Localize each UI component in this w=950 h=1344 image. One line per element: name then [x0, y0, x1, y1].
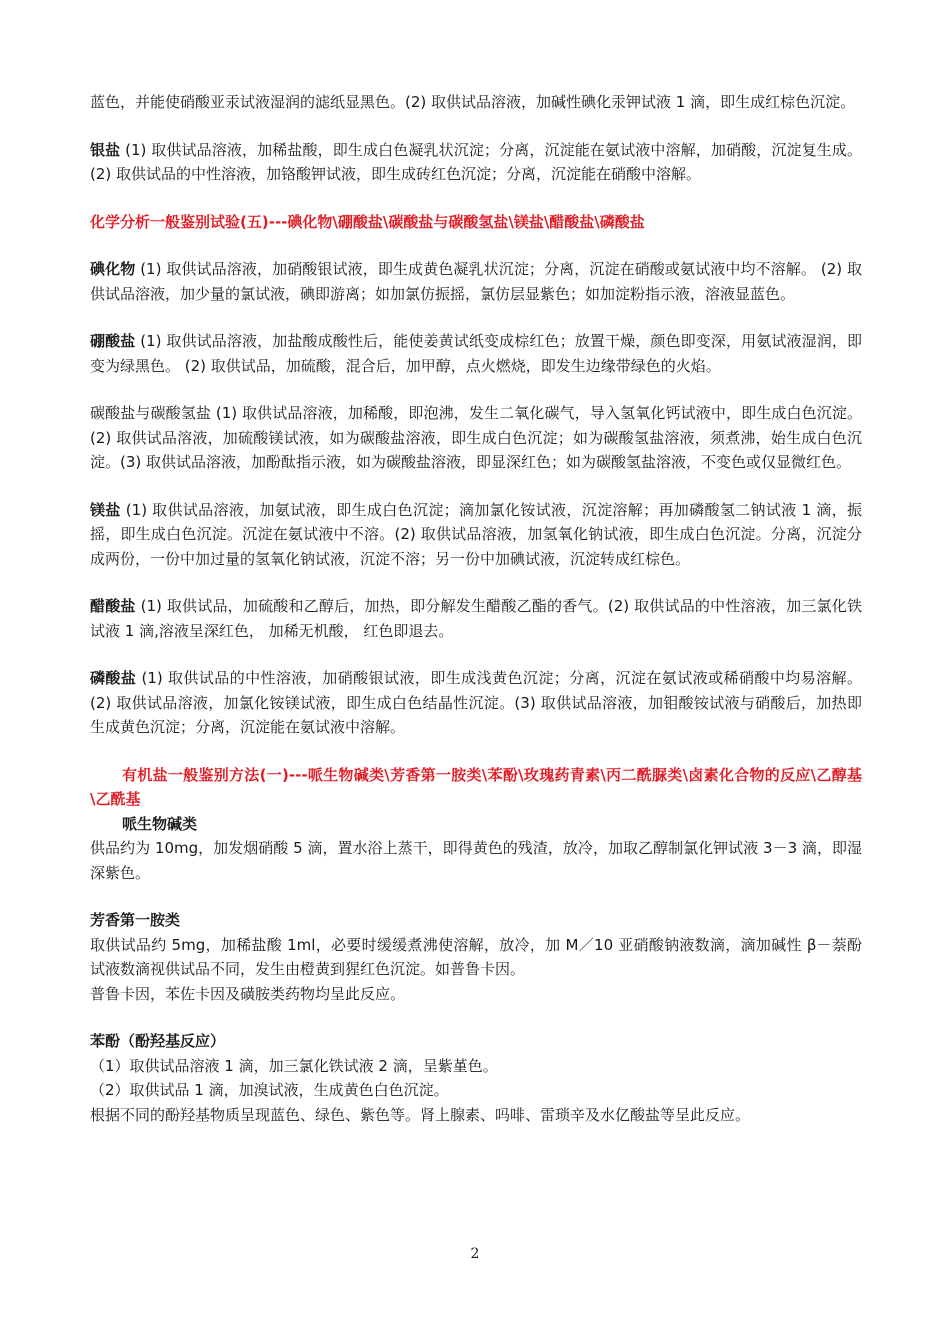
phenol-step-1: （1）取供试品溶液 1 滴，加三氯化铁试液 2 滴，呈紫堇色。 [90, 1056, 498, 1075]
label-iodide: 碘化物 [90, 260, 136, 278]
phenol-step-2: （2）取供试品 1 滴，加溴试液，生成黄色白色沉淀。 [90, 1081, 449, 1099]
paragraph-text: 碳酸盐与碳酸氢盐 (1) 取供试品溶液，加稀酸，即泡沸，发生二氧化碳气，导入氢氧化钙试液中，即生成白色沉淀。(2) 取供试品溶液，加硫酸镁试液，如为碳酸盐溶液，即生成白色沉淀；如为碳酸氢盐溶液，须煮沸，始生成白色沉淀。(3) 取供试品溶液，加酚酞指示液，如为碳酸盐溶液，即显深红色；如为碳酸氢盐溶液，不变色或仅显微红色。 [90, 404, 862, 471]
section-heading-test-5: 化学分析一般鉴别试验(五)---碘化物\硼酸盐\碳酸盐与碳酸氢盐\镁盐\醋酸盐\磷酸盐 [90, 212, 645, 231]
paragraph-magnesium [90, 498, 862, 572]
paragraph-silver-salt [90, 138, 862, 187]
paragraph-borate [90, 329, 862, 378]
paragraph-text: (1) 取供试品溶液，加硝酸银试液，即生成黄色凝乳状沉淀；分离，沉淀在硝酸或氨试液中均不溶解。 (2) 取供试品溶液，加少量的氯试液，碘即游离；如加氯仿振摇，氯仿层显紫色；如加淀粉指示液，溶液显蓝色。 [90, 260, 862, 303]
paragraph-text: 蓝色，并能使硝酸亚汞试液湿润的滤纸显黑色。(2) 取供试品溶液，加碱性碘化汞钾试液 1 滴，即生成红棕色沉淀。 [90, 93, 856, 111]
subheading-alkaloids: 哌生物碱类 [122, 814, 198, 833]
paragraph-aromatic-amines-note: 普鲁卡因，苯佐卡因及磺胺类药物均呈此反应。 [90, 984, 406, 1003]
paragraph-phosphate [90, 666, 862, 740]
paragraph-text: (1) 取供试品溶液，加氨试液，即生成白色沉淀；滴加氯化铵试液，沉淀溶解；再加磷酸氢二钠试液 1 滴，振摇，即生成白色沉淀。沉淀在氨试液中不溶。(2) 取供试品溶液，加氢氧化钠试液，即生成白色沉淀。分离，沉淀分成两份，一份中加过量的氢氧化钠试液，沉淀不溶；另一份中加碘试液，沉淀转成红棕色。 [90, 500, 862, 568]
document-page [90, 90, 862, 1127]
label-acetate: 醋酸盐 [90, 597, 136, 615]
label-borate: 硼酸盐 [90, 332, 136, 350]
paragraph-text: (1) 取供试品的中性溶液，加硝酸银试液，即生成浅黄色沉淀；分离，沉淀在氨试液或稀硝酸中均易溶解。(2) 取供试品溶液，加氯化铵镁试液，即生成白色结晶性沉淀。(3) 取供试品溶液，加钼酸铵试液与硝酸后，加热即生成黄色沉淀；分离，沉淀能在氨试液中溶解。 [90, 669, 862, 736]
subheading-aromatic-amines: 芳香第一胺类 [90, 911, 181, 929]
subheading-phenol: 苯酚（酚羟基反应） [90, 1032, 226, 1050]
label-phosphate: 磷酸盐 [90, 669, 137, 687]
phenol-note: 根据不同的酚羟基物质呈现蓝色、绿色、紫色等。肾上腺素、吗啡、雷琐辛及水亿酸盐等呈此反应。 [90, 1105, 751, 1124]
section-heading-organic-salts: 有机盐一般鉴别方法(一)---哌生物碱类\芳香第一胺类\苯酚\玫瑰药青素\丙二酰脲类\卤素化合物的反应\乙醇基\乙酰基 [90, 765, 862, 808]
label-magnesium: 镁盐 [90, 500, 121, 519]
paragraph-alkaloids: 供品约为 10mg，加发烟硝酸 5 滴，置水浴上蒸干，即得黄色的残渣，放冷，加取乙醇制氯化钾试液 3－3 滴，即湿深紫色。 [90, 839, 862, 882]
paragraph-iodide [90, 257, 862, 306]
label-silver-salt: 银盐 [90, 140, 121, 159]
paragraph-acetate [90, 594, 862, 643]
paragraph-carbonate [90, 401, 862, 475]
paragraph-text: (1) 取供试品，加硫酸和乙醇后，加热，即分解发生醋酸乙酯的香气。(2) 取供试品的中性溶液，加三氯化铁试液 1 滴,溶液呈深红色， 加稀无机酸， 红色即退去。 [90, 597, 862, 640]
paragraph-text: (1) 取供试品溶液，加盐酸成酸性后，能使姜黄试纸变成棕红色；放置干燥，颜色即变深，用氨试液湿润，即变为绿黑色。 (2) 取供试品，加硫酸，混合后，加甲醇，点火燃烧，即发生边缘带绿色的火焰。 [90, 332, 862, 375]
paragraph-aromatic-amines: 取供试品约 5mg，加稀盐酸 1ml，必要时缓缓煮沸使溶解，放冷，加 M／10 亚硝酸钠液数滴，滴加碱性 β－萘酚试液数滴视供试品不同，发生由橙黄到猩红色沉淀。如普鲁卡因。 [90, 935, 862, 978]
page-number: 2 [470, 1246, 480, 1262]
paragraph-mercury-continued [90, 90, 862, 115]
paragraph-text: (1) 取供试品溶液，加稀盐酸，即生成白色凝乳状沉淀；分离，沉淀能在氨试液中溶解，加硝酸，沉淀复生成。 (2) 取供试品的中性溶液，加铬酸钾试液，即生成砖红色沉淀；分离，沉淀能在硝酸中溶解。 [90, 140, 862, 183]
